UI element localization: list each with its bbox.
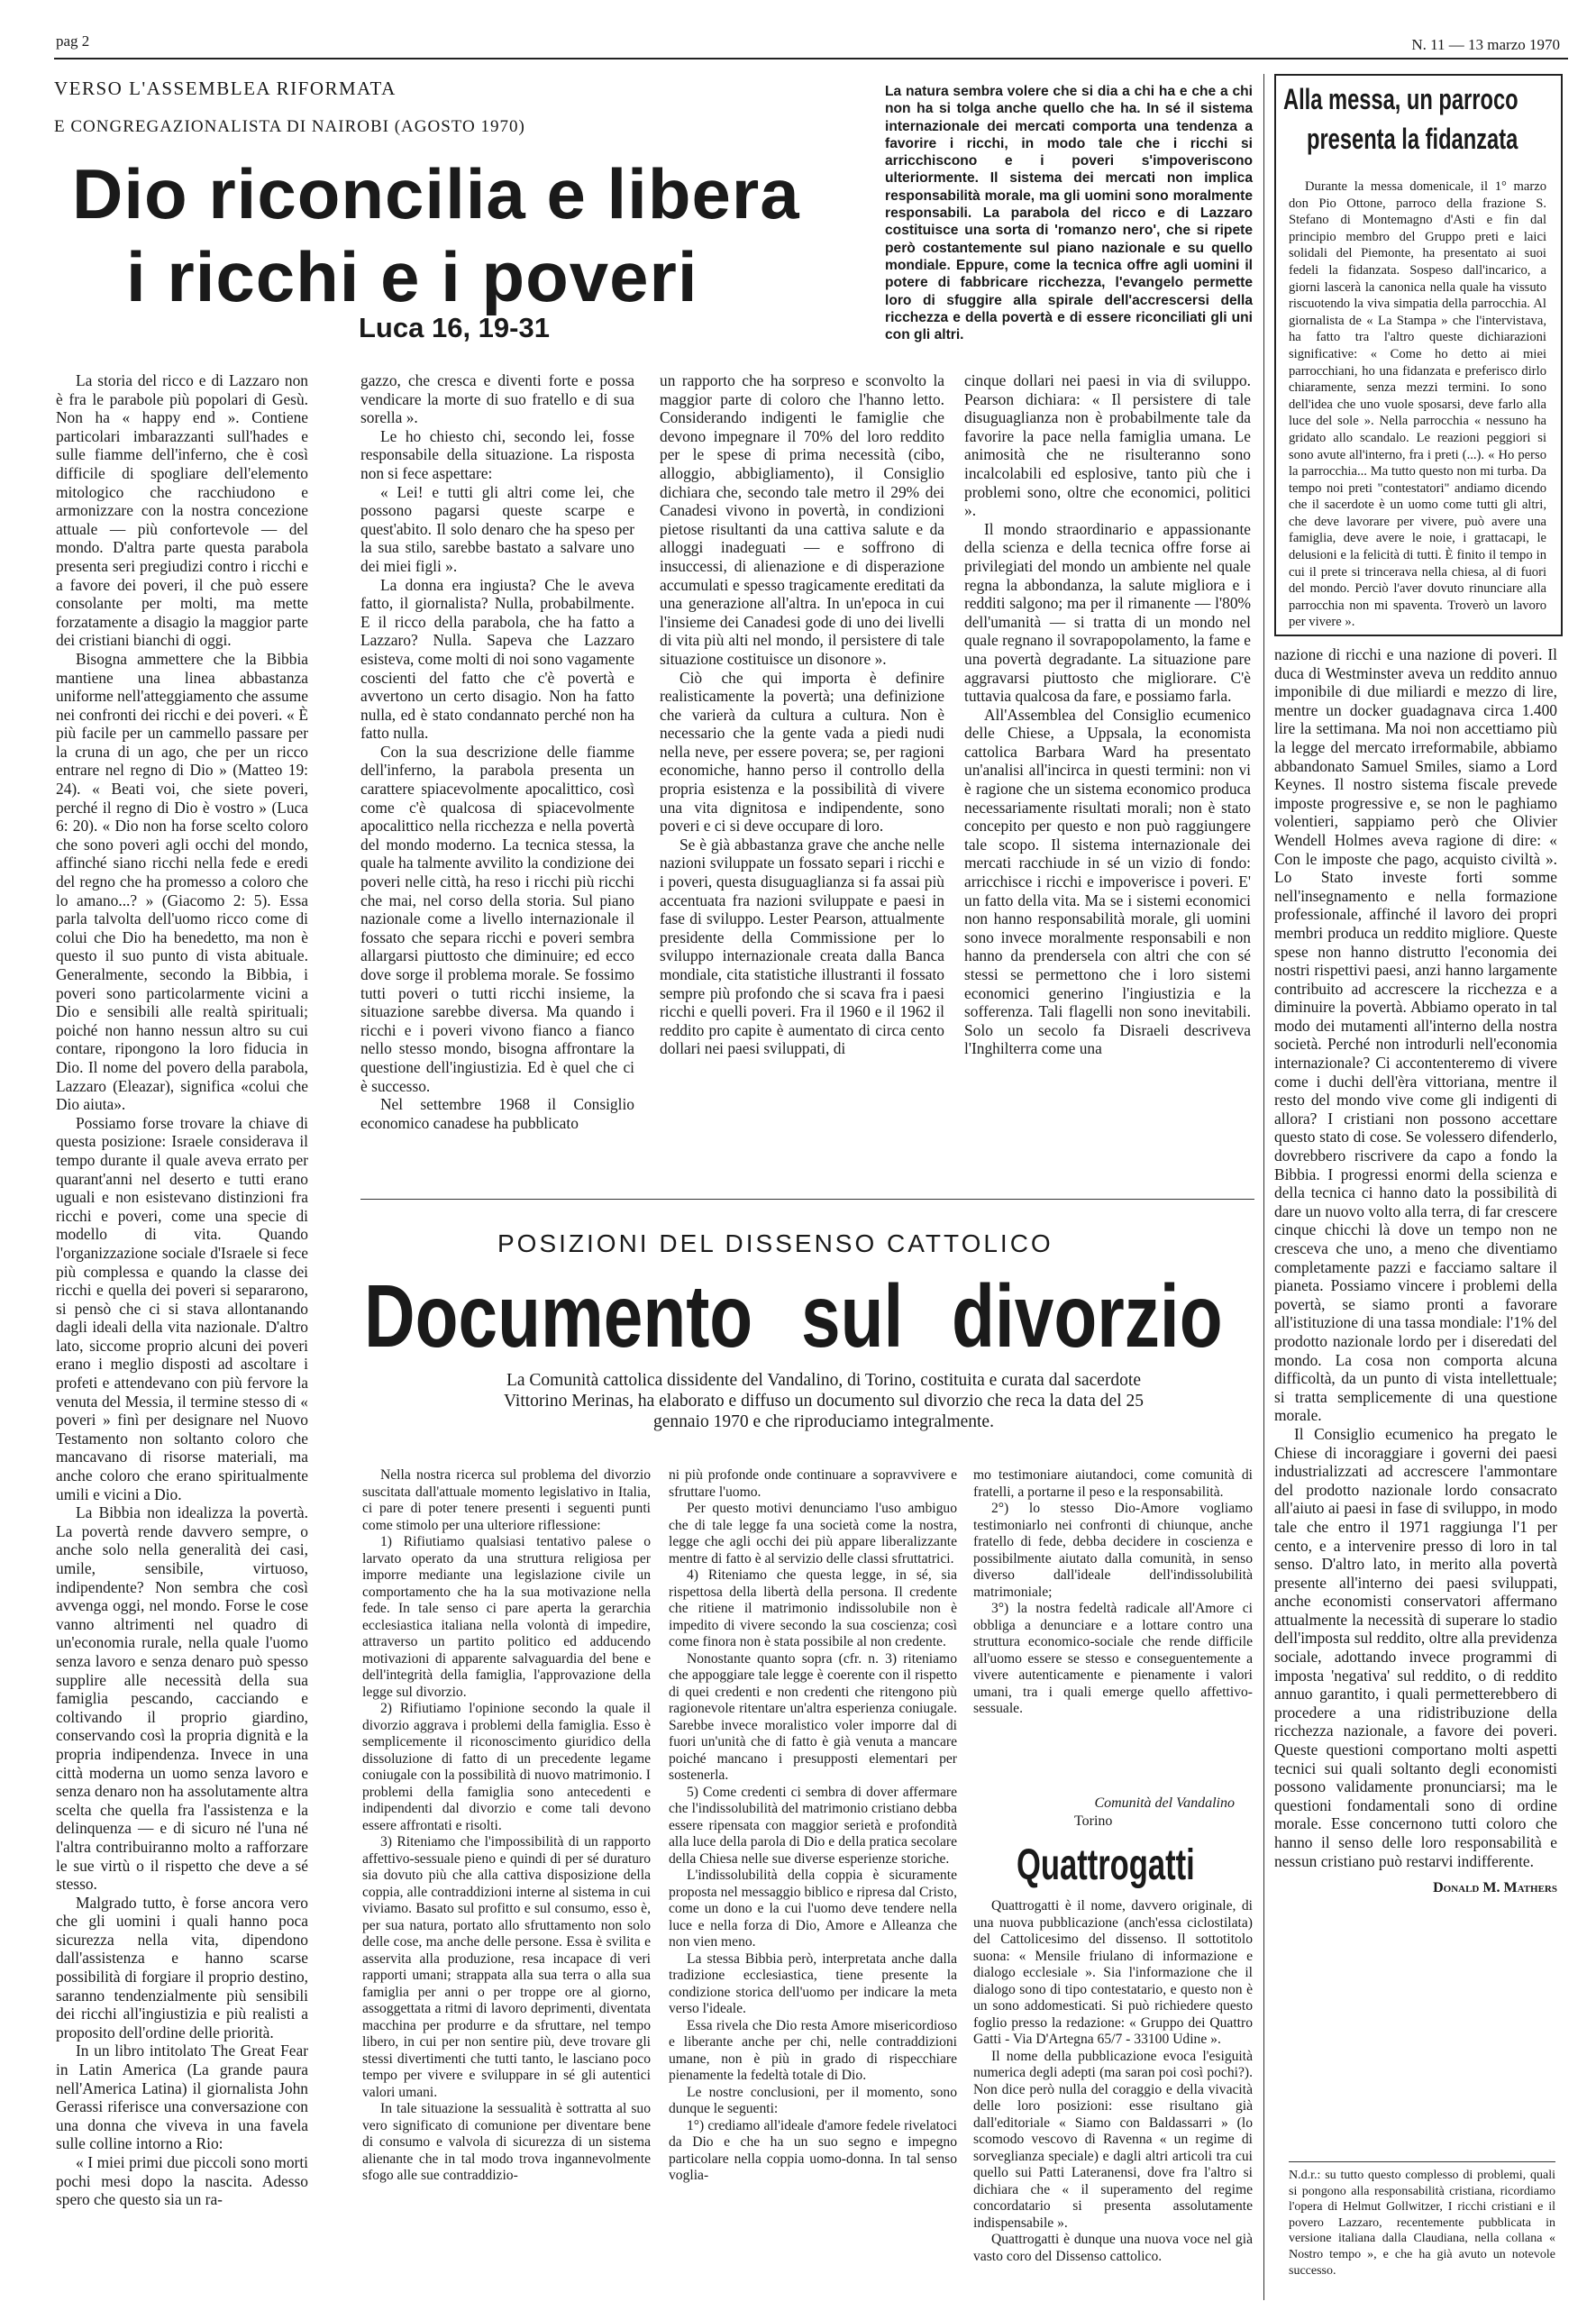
article1-column-5 [1274, 645, 1557, 2142]
community-signature: Comunità del Vandalino [1094, 1795, 1235, 1811]
paragraph: Il Consiglio ecumenico ha pregato le Chiese di incoraggiare i governi dei paesi industrializzati ad accrescere l'ammontare del prodotto nazionale lordo consacrato all'aiuto ai paesi in fase di sviluppo, in modo tale che entro il 1971 raggiunga l'1 per cento, e a intervenire presso di loro in tal senso. D'altro lato, in merito alla povertà presente all'interno dei paesi sviluppati, anche economisti conservatori affermano attualmente la necessità di superare lo stadio dell'imposta sul reddito, oltre alla previdenza sociale, adottando invece programmi di imposta 'negativa' sul reddito, o di reddito annuo garantito, i quali permetterebbero di procedere a una ridistribuzione della ricchezza nazionale, a favore dei poveri. Queste questioni comportano molti aspetti tecnici sui quali soltanto degli economisti possono validamente pronunciarsi; ma le questioni fondamentali sono di ordine morale. Esse concernono tutti coloro che hanno il senso delle loro responsabilità e nessun cristiano può restarvi indifferente. [1274, 1424, 1557, 1870]
paragraph: Possiamo forse trovare la chiave di questa posizione: Israele considerava il tempo durante il quale aveva errato per quarant'anni nel deserto e tutti erano uguali e non esistevano distinzioni fra ricchi e poveri, come una specie di modello di vita. Quando l'organizzazione sociale d'Israele si fece più complessa e quando la classe dei ricchi e quella dei poveri si separarono, si pensò che ci si stava allontanando dagli ideali della vita nazionale. D'altro lato, siccome proprio alcuni dei poveri erano i meglio disposti ad ascoltare i profeti e attendevano con più fervore la venuta del Messia, il termine stesso di « poveri » finì per designare nel Nuovo Testamento non soltanto coloro che mancavano di risorse materiali, ma anche coloro che erano spiritualmente umili e vicini a Dio. [56, 1113, 308, 1503]
article1-column-1 [56, 371, 308, 2209]
quattrogatti-body [973, 1898, 1253, 2304]
paragraph: 2) Rifiutiamo l'opinione secondo la quale il divorzio aggrava i problemi della famiglia. Esso è semplicemente il riconoscimento giuridico della dissoluzione di fatto di un precedente legame coniugale con la possibilità di nuovo matrimonio. I problemi della famiglia sono antecedenti e indipendenti dal divorzio e come tali devono essere affrontati e risolti. [362, 1701, 651, 1833]
paragraph: Quattrogatti è dunque una nuova voce nel già vasto coro del Dissenso cattolico. [973, 2232, 1253, 2264]
section-rule [360, 1199, 1254, 1200]
box-body: Durante la messa domenicale, il 1° marzo don Pio Ottone, parroco della frazione S. Stefano di Montemagno d'Asti e fin dal principio membro del Gruppo preti e laici solidali del Piemonte, ha presentato ai suoi fedeli la fidanzata. Sospeso dall'incarico, a giorni lascerà la canonica nella quale ha vissuto riscuotendo la viva simpatia della parrocchia. Al giornalista de « La Stampa » che l'intervistava, ha fatto tra l'altro queste dichiarazioni significative: « Come ho detto ai miei parrocchiani, ho una fidanzata e preferisco dirlo chiaramente, senza mezzi termini. Io sono dell'idea che uno vuole sposarsi, deve farlo alla luce del sole ». Nella parrocchia « nessuno ha gridato allo scandalo. Le reazioni peggiori si sono avute all'interno, fra i preti (...). « Ho perso la parrocchia... Ma tutto questo non mi turba. Da tempo noi preti "contestatori" andiamo dicendo che il sacerdote è un uomo come tutti gli altri, che deve lavorare per vivere, può avere una famiglia, deve avere le noie, i grattacapi, le delusioni e la felicità di tutti. È finito il tempo in cui il prete si trincerava nella chiesa, al di fuori del mondo. Perciò l'aver dovuto rinunciare alla parrocchia non mi spaventa. Troverò un lavoro per vivere ». [1289, 179, 1546, 630]
headline-line-1: Dio riconcilia e libera [72, 154, 800, 233]
paragraph: L'indissolubilità della coppia è sicuramente proposta nel messaggio biblico e ripresa dal Cristo, come un dono e la cui l'uomo deve tendere nella luce e nella forza di Dio, Amore e Alleanza che non vien meno. [669, 1868, 957, 1950]
article1-column-3 [660, 371, 944, 1188]
paragraph: 3) Riteniamo che l'impossibilità di un rapporto affettivo-sessuale pieno e quindi di per sé duraturo sia dovuto più che alla cattiva disposizione della coppia, alle contraddizioni interne al sistema in cui viviamo. Basato sul profitto e sul consumo, esso è, per sua natura, portato allo sfruttamento non solo delle cose, ma anche delle persone. Essa è svilita e asservita alla produzione, resa incapace di veri rapporti umani; strappata alla sua terra o alla sua famiglia per anni o per troppe ore al giorno, assoggettata a ritmi di lavoro deprimenti, diventata macchina per produrre e da sfruttare, nel tempo libero, in cui per non sentire più, deve trovare gli stessi divertimenti che tutti tanto, le lasciano poco tempo per vivere e sviluppare in sé gli autentici valori umani. [362, 1834, 651, 2100]
subtitle: Luca 16, 19-31 [359, 312, 550, 343]
divorce-column-2 [669, 1467, 957, 2306]
dissent-kicker: POSIZIONI DEL DISSENSO CATTOLICO [497, 1229, 1053, 1257]
paragraph: « Lei! e tutti gli altri come lei, che possono pagarsi queste scarpe e quest'abito. Il solo denaro che ha speso per la sua stilo, sarebbe bastato a salvare uno dei miei figli ». [360, 482, 634, 575]
community-city: Torino [1074, 1813, 1113, 1829]
header-rule [54, 58, 1568, 59]
paragraph: Nella nostra ricerca sul problema del divorzio suscitata dall'attuale momento legislativo in Italia, ci pare di poter tenere presenti i seguenti punti come stimolo per una ulteriore riflessione: [362, 1467, 651, 1533]
column-rule [1263, 74, 1264, 2300]
paragraph: Bisogna ammettere che la Bibbia mantiene una linea abbastanza uniforme nell'atteggiamento che assume nei confronti dei ricchi e dei poveri. « È più facile per un cammello passare per la cruna di un ago, che per un ricco entrare nel regno di Dio » (Matteo 19: 24). « Beati voi, che siete poveri, perché il regno di Dio è vostro » (Luca 6: 20). « Dio non ha forse scelto coloro che sono poveri agli occhi del mondo, affinché siano ricchi nella fede e eredi del regno che ha promesso a coloro che lo amano...? » (Giacomo 2: 5). Essa parla talvolta dell'uomo ricco come di colui che Dio ha benedetto, ma non è questo il suo punto di vista abituale. Generalmente, secondo la Bibbia, i poveri sono particolarmente vicini a Dio e sensibili alle realtà spirituali; poiché non hanno nessun altro su cui contare, ripongono la loro fiducia in Dio. Il nome del povero della parabola, Lazzaro (Eleazar), significa «colui che Dio aiuta». [56, 649, 308, 1114]
paragraph: La donna era ingiusta? Che le aveva fatto, il giornalista? Nulla, probabilmente. E il ricco della parabola, che ha fatto a Lazzaro? Nulla. Sapeva che Lazzaro esisteva, come molti di noi sono vagamente coscienti del fatto che c'è povertà e avvertono un certo disagio. Non ha fatto nulla, ed è stato condannato perché non ha fatto nulla. [360, 575, 634, 743]
paragraph: La Bibbia non idealizza la povertà. La povertà rende davvero sempre, o anche solo nella generalità dei casi, umile, sensibile, virtuoso, indipendente? Non sembra che così avvenga oggi, nel mondo. Forse le cose vanno altrimenti nel quadro di un'economia rurale, nella quale l'uomo senza lavoro e senza denaro può spesso supplire alle necessità della sua famiglia pescando, cacciando e coltivando il proprio giardino, conservando così la propria dignità e la propria indipendenza. Invece in una città moderna un uomo senza lavoro e senza denaro non ha assolutamente altra scelta che quella fra l'assistenza e la delinquenza — e di sicuro né l'una né l'altra contribuiranno molto a rafforzare le sue virtù o il rispetto che deve a sé stesso. [56, 1503, 308, 1894]
paragraph: 2°) lo stesso Dio-Amore vogliamo testimoniarlo nei confronti di chiunque, anche fratello di fede, debba decidere in coscienza e possibilmente aiutato dalla comunità, in senso diverso dall'ideale dell'indissolubilità matrimoniale; [973, 1501, 1253, 1600]
paragraph: La storia del ricco e di Lazzaro non è fra le parabole più popolari di Gesù. Non ha « happy end ». Contiene particolari imbarazzanti sull'hades e sulle fiamme dell'inferno, che è così difficile di spogliare dell'elemento mitologico che racchiudono e armonizzare con la nostra concezione attuale — più confortevole — del mondo. D'altra parte questa parabola presenta seri pregiudizi contro i ricchi e a favore dei poveri, il che può essere consolante per molti, ma mette forzatamente a disagio la maggior parte dei cristiani bianchi di oggi. [56, 371, 308, 650]
paragraph: mo testimoniare aiutandoci, come comunità di fratelli, a portarne il peso e la responsabilità. [973, 1467, 1253, 1500]
paragraph: Nel settembre 1968 il Consiglio economico canadese ha pubblicato [360, 1095, 634, 1132]
box-title-1: Alla messa, un parroco [1283, 83, 1518, 115]
box-title-2: presenta la fidanzata [1307, 123, 1518, 155]
article1-column-4 [964, 371, 1251, 1188]
article1-column-2 [360, 371, 634, 1188]
divorce-intro: La Comunità cattolica dissidente del Vandalino, di Torino, costituita e curata dal sacerdote Vittorino Merinas, ha elaborato e diffuso un documento sul divorzio che reca la data del 25 gennaio 1970 e che riproduciamo integralmente. [504, 1371, 1144, 1431]
paragraph: un rapporto che ha sorpreso e sconvolto la maggior parte di coloro che l'hanno letto. Considerando indigenti le famiglie che devono impegnare il 70% del loro reddito per le spese di prima necessità (cibo, alloggio, abbigliamento), il Consiglio dichiara che, secondo tale metro il 29% dei Canadesi vivono in povertà, in condizioni pietose risultanti da una cattiva salute e da alloggi inadeguati — e soffrono di insuccessi, di alienazione e di disperazione accumulati e spesso tragicamente ereditati da una generazione all'altra. In un'epoca in cui l'insieme dei Canadesi gode di uno dei livelli di vita più alti nel mondo, il persistere di tale situazione costituisce un disonore ». [660, 371, 944, 668]
paragraph: Il mondo straordinario e appassionante della scienza e della tecnica offre forse ai privilegiati del mondo un ambiente nel quale regna la abbondanza, la salute migliora e i redditi salgono; ma per il rimanente — l'80% dell'umanità — si tratta di un mondo nel quale regnano il sovrapopolamento, la fame e una povertà degradante. La situazione pare aggravarsi piuttosto che migliorare. C'è tuttavia qualcosa da fare, e possiamo farla. [964, 519, 1251, 706]
page-number: pag 2 [56, 32, 90, 50]
headline-line-2: i ricchi e i poveri [126, 237, 698, 316]
paragraph: Ciò che qui importa è definire realisticamente la povertà; una definizione che varierà da cultura a cultura. Non è necessario che la gente vada a piedi nudi nella neve, per essere povera; se, per ragioni economiche, hanno perso il controllo della propria esistenza e la possibilità di vivere una vita dignitosa e indipendente, sono poveri e ci si deve occupare di loro. [660, 668, 944, 836]
paragraph: nazione di ricchi e una nazione di poveri. Il duca di Westminster aveva un reddito annuo imponibile di due miliardi e mezzo di lire, mentre un docker guadagnava circa 1.400 lire la settimana. Ma noi non accettiamo più la legge del mercato irreformabile, abbiamo abbandonato Samuel Smiles, siamo a Lord Keynes. Il nostro sistema fiscale prevede imposte progressive e, se non le paghiamo volentieri, sappiamo però che Olivier Wendell Holmes aveva ragione di dire: « Con le imposte che pago, acquisto civiltà ». Lo Stato investe forti somme nell'insegnamento e nella formazione professionale, affinché il lavoro dei propri membri produca un reddito migliore. Queste spese non hanno distrutto l'economia dei nostri rispettivi paesi, anzi hanno largamente contribuito ad accrescere la ricchezza e a diminuire la povertà. Abbiamo operato in tal modo dei mutamenti all'interno della nostra società. Perché non introdurli nell'economia internazionale? Ci accontenteremo di vivere come i duchi dell'èra vittoriana, mentre il resto del mondo vive come gli indigenti di allora? I cristiani non possono accettare questo stato di cose. Se volessero difenderlo, dovrebbero riscrivere da capo a fondo la Bibbia. I progressi enormi della scienza e della tecnica ci hanno dato la possibilità di dare un nuovo volto alla terra, di far crescere cinque chicchi là dove un tempo non ne cresceva che uno, a meno che diventiamo completamente pazzi e facciamo saltare il pianeta. Possiamo vincere i problemi della povertà, se siamo pronti a favorare all'istituzione di una tassa mondiale: l'1% del prodotto nazionale lordo per i diseredati del mondo. La cosa non comporta alcuna difficoltà, da un punto di vista intellettuale; si tratta semplicemente di una questione morale. [1274, 645, 1557, 1425]
paragraph: All'Assemblea del Consiglio ecumenico delle Chiese, a Uppsala, la economista cattolica Barbara Ward ha presentato un'analisi all'incirca in questi termini: non vi è ragione che un sistema economico produca necessariamente risultati morali; non è stato concepito per questo e non può raggiungere tale scopo. Il sistema internazionale dei mercati racchiude in sé un vizio di fondo: arricchisce i ricchi e impoverisce i poveri. E' un fatto della vita. Ma se i sistemi economici non hanno responsabilità morale, gli uomini sono invece moralmente responsabili e non hanno da prendersela con altri che con sé stessi se permettono che i loro sistemi economici generino l'ingiustizia e la sofferenza. Tali flagelli non sono inevitabili. Solo un secolo fa Disraeli descriveva l'Inghilterra come una [964, 705, 1251, 1058]
divorce-headline: Documento sul divorzio [364, 1266, 1223, 1366]
paragraph: 1°) crediamo all'ideale d'amore fedele rivelatoci da Dio e che ha un suo segno e impegno particolare nella coppia uomo-donna. In tal senso voglia- [669, 2117, 957, 2183]
paragraph: Le nostre conclusioni, per il momento, sono dunque le seguenti: [669, 2084, 957, 2116]
paragraph: Nonostante quanto sopra (cfr. n. 3) riteniamo che appoggiare tale legge è coerente con il rispetto di quei credenti e non credenti che ritengono più ragionevole ritentare un'altra esperienza coniugale. Sarebbe invece moralistico voler imporre dal di fuori un'unità che di fatto è già venuta a mancare poiché mancano i presupposti elementari per sostenerla. [669, 1650, 957, 1783]
paragraph: Essa rivela che Dio resta Amore misericordioso e liberante anche per chi, nelle contraddizioni umane, non è più in grado di rispecchiare pienamente la fedeltà totale di Dio. [669, 2017, 957, 2083]
article-intro: La natura sembra volere che si dia a chi ha e che a chi non ha si tolga anche quello che ha. In sé il sistema internazionale dei mercati comporta una tendenza a favorire i ricchi, in modo tale che i ricchi si arricchiscono e i poveri s'impoveriscono ulteriormente. Il sistema dei mercati non implica responsabilità morale, ma gli uomini sono moralmente responsabili. La parabola del ricco e di Lazzaro costituisce una sorta di 'romanzo nero', che si ripete però costantemente sul piano nazionale e su quello mondiale. Eppure, come la tecnica offre agli uomini il potere di fabbricare ricchezza, l'evangelo permette loro di sfuggire alla spirale dell'accrescersi della ricchezza e della povertà e di essere riconciliati gli uni con gli altri. [885, 84, 1253, 343]
issue-date: N. 11 — 13 marzo 1970 [1411, 36, 1560, 53]
paragraph: 1) Rifiutiamo qualsiasi tentativo palese o larvato operato da una struttura religiosa per imporre mediante una legislazione civile un comportamento che ha la sua motivazione nella fede. In tale senso ci pare aperta la gerarchia ecclesiastica italiana nella volontà di impedire, attraverso un partito politico ed adducendo motivazioni di apparente salvaguardia del bene e dell'integrità della famiglia, l'approvazione della legge sul divorzio. [362, 1534, 651, 1700]
paragraph: 3°) la nostra fedeltà radicale all'Amore ci obbliga a denunciare e a lottare contro una struttura economico-sociale che rende difficile all'uomo essere se stesso e conseguentemente a vivere autenticamente e pienamente i valori umani, tra i quali emerge quello affettivo-sessuale. [973, 1601, 1253, 1716]
editor-note: N.d.r.: su tutto questo complesso di problemi, quali si pongono alla responsabilità cristiana, ricordiamo l'opera di Helmut Gollwitzer, I ricchi cristiani e il povero Lazzaro, recentemente pubblicata in versione italiana dalla Claudiana, nella collana « Nostro tempo », e che ha già avuto un notevole successo. [1289, 2161, 1555, 2303]
paragraph: In un libro intitolato The Great Fear in Latin America (La grande paura nell'America Latina) il giornalista John Gerassi riferisce una conversazione con una donna che viveva in una favela sulle colline intorno a Rio: [56, 2041, 308, 2153]
divorce-column-3 [973, 1467, 1253, 1783]
paragraph: In tale situazione la sessualità è sottratta al suo vero significato di comunione per diventare bene di consumo e valvola di sicurezza di un sistema alienante che in tal modo trova ingannevolmente sfogo alle sue contraddizio- [362, 2101, 651, 2183]
paragraph: Il nome della pubblicazione evoca l'esiguità numerica degli adepti (ma saran poi così pochi?). Non dice però nulla del coraggio e della vivacità delle loro posizioni: esse risultano già dall'editoriale « Siamo con Baldassarri » (lo scomodo vescovo di Ravenna « un regime di sorveglianza speciale) e dagli altri articoli tra cui quello sui Patti Lateranensi, dove fra l'altro si dichiara che « il superamento del regime concordatario si presenta assolutamente indispensabile ». [973, 2048, 1253, 2231]
paragraph: Con la sua descrizione delle fiamme dell'inferno, la parabola presenta un carattere spiacevolmente apocalittico, così come c'è qualcosa di spiacevolmente apocalittico nella ricchezza e nella povertà del mondo moderno. La tecnica stessa, la quale ha talmente avvilito la condizione dei poveri nelle città, ha reso i ricchi più ricchi che mai, nel corso della storia. Sul piano nazionale come a livello internazionale il fossato che separa ricchi e poveri sembra allargarsi piuttosto che diminuire; ed ecco dove sorge il problema morale. Se fossimo tutti poveri o tutti ricchi insieme, la situazione sarebbe diversa. Ma quando i ricchi e i poveri vivono fianco a fianco nello stesso mondo, bisogna affrontare la questione dell'ingiustizia. Ed è quel che ci è successo. [360, 742, 634, 1095]
paragraph: Le ho chiesto chi, secondo lei, fosse responsabile della situazione. La risposta non si fece aspettare: [360, 426, 634, 482]
kicker-1: VERSO L'ASSEMBLEA RIFORMATA [54, 78, 397, 99]
author-signature: Donald M. Mathers [1433, 1880, 1557, 1896]
paragraph: ni più profonde onde continuare a sopravvivere e sfruttare l'uomo. [669, 1467, 957, 1500]
paragraph: Se è già abbastanza grave che anche nelle nazioni sviluppate un fossato separi i ricchi e i poveri, questa disuguaglianza si fa assai più accentuata fra nazioni sviluppate e paesi in fase di sviluppo. Lester Pearson, attualmente presidente della Commissione per lo sviluppo internazionale creata dalla Banca mondiale, cita statistiche illustranti il fossato sempre più profondo che si scava fra i paesi ricchi e quelli poveri. Fra il 1960 e il 1962 il reddito pro capite è aumentato di circa cento dollari nei paesi sviluppati, di [660, 835, 944, 1058]
paragraph: Per questo motivi denunciamo l'uso ambiguo che di tale legge fa una società come la nostra, legge che agli occhi dei più appare liberalizzante mentre di fatto è al servizio delle classi sfruttatrici. [669, 1501, 957, 1566]
paragraph: Malgrado tutto, è forse ancora vero che gli uomini i quali hanno poca sicurezza nella vita, dipendono dall'assistenza e hanno scarse possibilità di forgiare il proprio destino, saranno tendenzialmente più sensibili dei ricchi all'ingiustizia e più realisti a proposito dell'ordine delle priorità. [56, 1893, 308, 2041]
paragraph: gazzo, che cresca e diventi forte e possa vendicare la morte di suo fratello e di sua sorella ». [360, 371, 634, 427]
paragraph: Quattrogatti è il nome, davvero originale, di una nuova pubblicazione (anch'essa ciclostilata) del Cattolicesimo del dissenso. Il sottotitolo suona: « Mensile friulano di informazione e dialogo ecclesiale ». Sia l'informazione che il dialogo sono di tipo contestatario, e questo non è un sono addomesticati. Si può richiedere questo foglio presso la redazione: « Gruppo dei Quattro Gatti - Via D'Artegna 65/7 - 33100 Udine ». [973, 1898, 1253, 2047]
paragraph: « I miei primi due piccoli sono morti pochi mesi dopo la nascita. Adesso spero che questo sia un ra- [56, 2153, 308, 2209]
paragraph: 4) Riteniamo che questa legge, in sé, sia rispettosa della libertà della persona. Il credente che ritiene il matrimonio indissolubile non è impedito di vivere secondo la sua coscienza; così come finora non è stata possibile al non credente. [669, 1567, 957, 1649]
paragraph: cinque dollari nei paesi in via di sviluppo. Pearson dichiara: « Il persistere di tale disuguaglianza non è probabilmente tale da favorire la pace nella famiglia umana. Le animosità che ne risulteranno sono incalcolabili ed esplosive, tanto più che i problemi sono, oltre che economici, politici ». [964, 371, 1251, 520]
paragraph: La stessa Bibbia però, interpretata anche dalla tradizione ecclesiastica, tiene presente la condizione storica dell'uomo per indicare la meta verso l'ideale. [669, 1950, 957, 2016]
quattrogatti-title: Quattrogatti [1017, 1841, 1195, 1889]
divorce-column-1 [362, 1467, 651, 2306]
kicker-2: E CONGREGAZIONALISTA DI NAIROBI (AGOSTO 1970) [54, 117, 525, 136]
paragraph: 5) Come credenti ci sembra di dover affermare che l'indissolubilità del matrimonio cristiano debba essere ripensata con maggior serietà e profondità alla luce della parola di Dio e della pratica secolare della Chiesa nelle sue diverse esperienze storiche. [669, 1784, 957, 1867]
